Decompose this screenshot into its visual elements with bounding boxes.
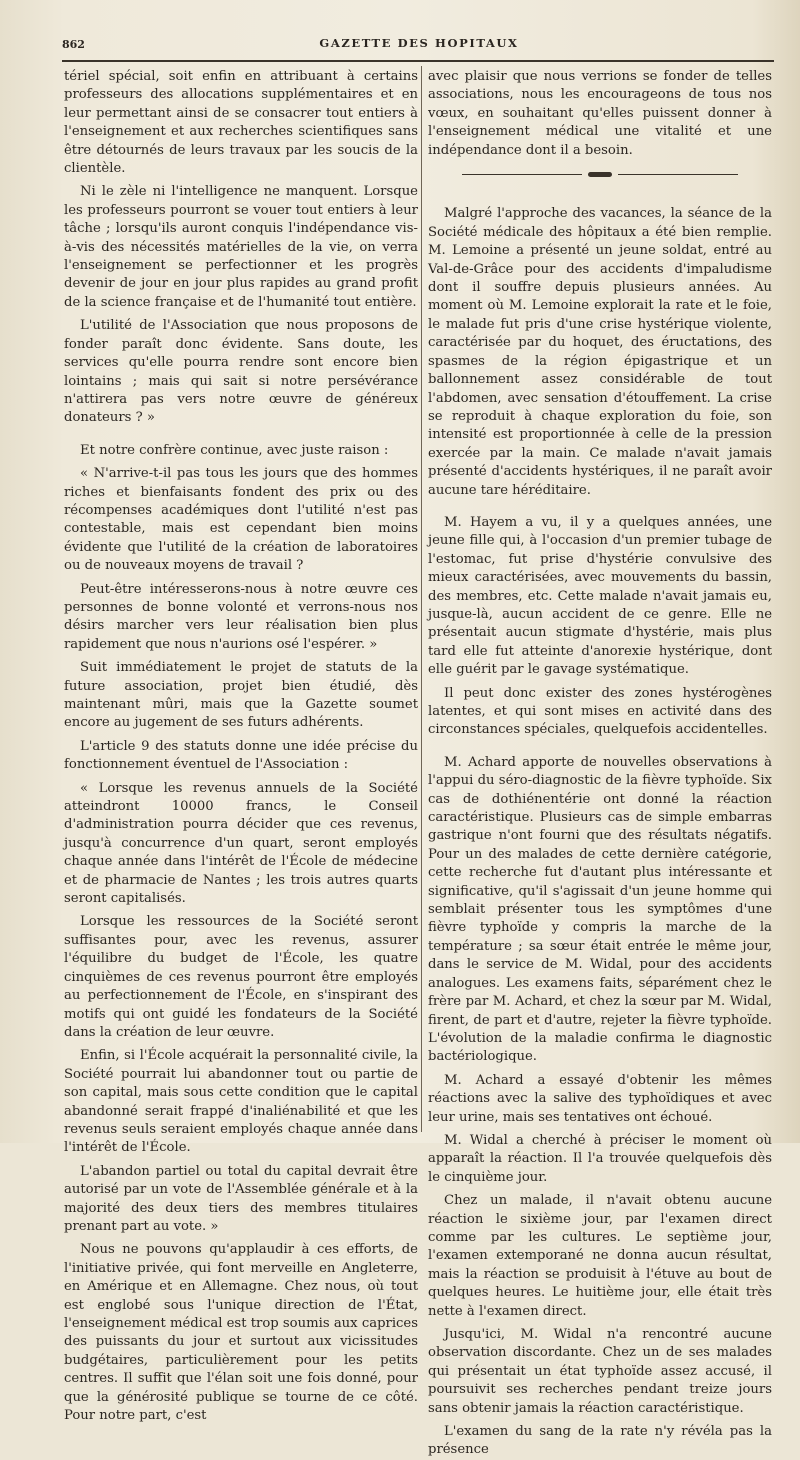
section-separator-ornament: [428, 165, 772, 183]
paragraph: « N'arrive-t-il pas tous les jours que des hommes riches et bienfaisants fondent des prix ou des récompenses académiques dont l'utilité n'est pas contestable, mais est cependant bien moins évidente que l'utilité de la création de laboratoires ou de nouveaux moyens de travail ?: [64, 466, 418, 574]
paragraph: Et notre confrère continue, avec juste raison :: [80, 442, 389, 458]
paragraph: Malgré l'approche des vacances, la séance de la Société médicale des hôpitaux a été bien remplie. M. Lemoine a présenté un jeune soldat, entré au Val-de-Grâce pour des accidents d'impaludisme dont il souffre depuis plusieurs années. Au moment où M. Lemoine explorait la rate et le foie, le malade fut pris d'une crise hystérique violente, caractérisée par du hoquet, des éructations, des spasmes de la région épigastrique et un ballonnement assez considérable de tout l'abdomen, avec sensation d'étouffement. La crise se reproduit à chaque exploration du foie, son intensité est proportionnée à celle de la pression exercée par la main. Ce malade n'avait jamais présenté d'accidents hystériques, il ne paraît avoir aucune tare héréditaire.: [428, 206, 772, 498]
paragraph: Ni le zèle ni l'intelligence ne manquent. Lorsque les professeurs pourront se vouer tout entiers à leur tâche ; lorsqu'ils auront conquis l'indépendance vis-à-vis des nécessités matérielles de la vie, on verra l'enseignement se perfectionner et les progrès devenir de jour en jour plus rapides au grand profit de la science française et de l'humanité tout entière.: [64, 184, 418, 310]
page-header: [62, 34, 776, 56]
journal-title: GAZETTE DES HOPITAUX: [319, 36, 519, 50]
paragraph: L'article 9 des statuts donne une idée précise du fonctionnement éventuel de l'Association :: [64, 738, 418, 773]
paragraph: M. Hayem a vu, il y a quelques années, une jeune fille qui, à l'occasion d'un premier tubage de l'estomac, fut prise d'hystérie convulsive des mieux caractérisées, avec mouvements du bassin, des membres, etc. Cette malade n'avait jamais eu, jusque-là, aucun accident de ce genre. Elle ne présentait aucun stigmate d'hystérie, mais plus tard elle fut atteinte d'anorexie hystérique, dont elle guérit par le gavage systématique.: [428, 514, 772, 678]
paragraph: L'abandon partiel ou total du capital devrait être autorisé par un vote de l'Assemblée générale et à la majorité des deux tiers des membres titulaires prenant part au vote. »: [64, 1163, 418, 1234]
page-number: 862: [62, 38, 85, 51]
paragraph: Lorsque les ressources de la Société seront suffisantes pour, avec les revenus, assurer l'équilibre du budget de l'École, les quatre cinquièmes de ces revenus pourront être employés au perfectionnement de l'École, en s'inspirant des motifs qui ont guidé les fondateurs de la Société dans la création de leur œuvre.: [64, 914, 418, 1040]
paragraph: L'examen du sang de la rate n'y révéla pas la présence: [428, 1424, 772, 1458]
paragraph: M. Achard apporte de nouvelles observations à l'appui du séro-diagnostic de la fièvre typhoïde. Six cas de dothiénentérie ont donné la réaction caractéristique. Plusieurs cas de simple embarras gastrique n'ont fourni que des résultats négatifs. Pour un des malades de cette dernière catégorie, cette recherche fut d'autant plus intéressante et significative, qu'il s'agissait d'un jeune homme qui semblait présenter tous les symptômes d'une fièvre typhoïde y compris la marche de la température ; sa sœur était entrée le même jour, dans le service de M. Widal, pour des accidents analogues. Les examens faits, séparément chez le frère par M. Achard, et chez la sœur par M. Widal, firent, de part et d'autre, rejeter la fièvre typhoïde. L'évolution de la maladie confirma le diagnostic bactériologique.: [428, 754, 772, 1065]
paragraph: tériel spécial, soit enfin en attribuant à certains professeurs des allocations supplémentaires et en leur permettant ainsi de se consacrer tout entiers à l'enseignement et aux recherches scientifiques sans être détournés de leurs travaux par les soucis de la clientèle.: [64, 69, 418, 177]
header-rule: [62, 60, 774, 62]
paragraph: Il peut donc exister des zones hystérogènes latentes, et qui sont mises en activité dans des circonstances spéciales, quelquefois accidentelles.: [428, 685, 772, 738]
paragraph: Suit immédiatement le projet de statuts de la future association, projet bien étudié, dès maintenant mûri, mais que la Gazette soumet encore au jugement de ses futurs adhérents.: [64, 660, 418, 731]
paragraph: Nous ne pouvons qu'applaudir à ces efforts, de l'initiative privée, qui font merveille en Angleterre, en Amérique et en Allemagne. Chez nous, où tout est englobé sous l'unique direction de l'État, l'enseignement médical est trop soumis aux caprices des puissants du jour et surtout aux vicissitudes budgétaires, particulièrement pour les petits centres. Il suffit que l'élan soit une fois donné, pour que la générosité publique se tourne de ce côté. Pour notre part, c'est: [64, 1242, 418, 1424]
right-column: [428, 68, 772, 1458]
paragraph: M. Widal a cherché à préciser le moment où apparaît la réaction. Il l'a trouvée quelquefois dès le cinquième jour.: [428, 1132, 772, 1185]
paragraph: M. Achard a essayé d'obtenir les mêmes réactions avec la salive des typhoïdiques et avec leur urine, mais ses tentatives ont échoué.: [428, 1072, 772, 1125]
paragraph: L'utilité de l'Association que nous proposons de fonder paraît donc évidente. Sans doute, les services qu'elle pourra rendre sont encore bien lointains ; mais qui sait si notre persévérance n'attirera pas vers notre œuvre de généreux donateurs ? »: [64, 318, 418, 426]
paragraph: Peut-être intéresserons-nous à notre œuvre ces personnes de bonne volonté et verrons-nous nos désirs marcher vers leur réalisation bien plus rapidement que nous n'aurions osé l'espérer. »: [64, 581, 418, 652]
paragraph: « Lorsque les revenus annuels de la Société atteindront 10000 francs, le Conseil d'administration pourra décider que ces revenus, jusqu'à concurrence d'un quart, seront employés chaque année dans l'intérêt de l'École de médecine et de pharmacie de Nantes ; les trois autres quarts seront capitalisés.: [64, 780, 418, 907]
paragraph: avec plaisir que nous verrions se fonder de telles associations, nous les encourageons de tous nos vœux, en souhaitant qu'elles puissent donner à l'enseignement médical une vitalité et une indépendance dont il a besoin.: [428, 69, 772, 158]
paragraph: Jusqu'ici, M. Widal n'a rencontré aucune observation discordante. Chez un de ses malades qui présentait un état typhoïde assez accusé, il poursuivit ses recherches pendant treize jours sans obtenir jamais la réaction caractéristique.: [428, 1327, 772, 1416]
column-divider: [421, 66, 422, 1132]
left-column: [64, 68, 418, 1424]
paragraph: Chez un malade, il n'avait obtenu aucune réaction le sixième jour, par l'examen direct comme par les cultures. Le septième jour, l'examen extemporané ne donna aucun résultat, mais la réaction se produisit à l'étuve au bout de quelques heures. Le huitième jour, elle était très nette à l'examen direct.: [428, 1193, 772, 1319]
paragraph: Enfin, si l'École acquérait la personnalité civile, la Société pourrait lui abandonner tout ou partie de son capital, mais sous cette condition que le capital abandonné serait frappé d'inaliénabilité et que les revenus seuls seraient employés chaque année dans l'intérêt de l'École.: [64, 1048, 418, 1156]
